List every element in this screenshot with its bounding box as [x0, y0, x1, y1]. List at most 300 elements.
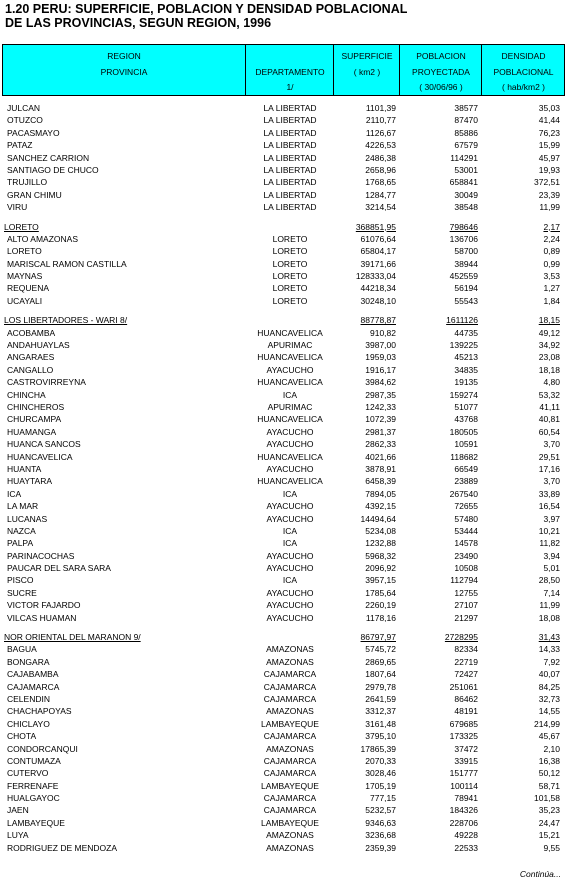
cell-departamento: AYACUCHO — [266, 501, 314, 512]
cell-poblacion: 10508 — [454, 563, 478, 574]
cell-superficie: 1768,65 — [365, 177, 396, 188]
cell-name: MARISCAL RAMON CASTILLA — [7, 258, 127, 269]
cell-name: ALTO AMAZONAS — [7, 233, 79, 244]
cell-poblacion: 56194 — [454, 283, 478, 294]
page-title — [5, 2, 565, 30]
cell-poblacion: 66549 — [454, 463, 478, 474]
cell-densidad: 0,89 — [543, 246, 560, 257]
header-superficie — [333, 45, 400, 95]
cell-departamento: LA LIBERTAD — [263, 202, 317, 213]
table-row — [2, 295, 565, 307]
cell-name: SANCHEZ CARRION — [7, 152, 90, 163]
cell-densidad: 19,93 — [538, 164, 560, 175]
cell-departamento: AYACUCHO — [266, 513, 314, 524]
cell-poblacion: 37472 — [454, 743, 478, 754]
cell-superficie: 3028,46 — [365, 768, 396, 779]
cell-name: ANGARAES — [7, 352, 55, 363]
table-row — [2, 574, 565, 586]
cell-name: ANDAHUAYLAS — [7, 340, 70, 351]
table-row — [2, 705, 565, 717]
table-row — [2, 282, 565, 294]
cell-superficie: 2359,39 — [365, 842, 396, 853]
cell-densidad: 18,15 — [538, 315, 560, 326]
cell-name: VICTOR FAJARDO — [7, 600, 81, 611]
cell-densidad: 16,38 — [538, 755, 560, 766]
table-row — [2, 693, 565, 705]
cell-departamento: ICA — [282, 389, 298, 400]
header-poblacion — [399, 45, 482, 95]
cell-superficie: 3795,10 — [365, 731, 396, 742]
table-row — [2, 176, 565, 188]
cell-poblacion: 72427 — [454, 669, 478, 680]
cell-superficie: 5234,08 — [365, 525, 396, 536]
cell-name: HUAMANGA — [7, 426, 57, 437]
cell-superficie: 7894,05 — [365, 488, 396, 499]
cell-departamento: AYACUCHO — [266, 600, 314, 611]
cell-name: LOS LIBERTADORES - WARI 8/ — [4, 315, 128, 326]
cell-superficie: 1959,03 — [365, 352, 396, 363]
cell-name: LUCANAS — [7, 513, 48, 524]
cell-name: HUALGAYOC — [7, 793, 60, 804]
cell-departamento: HUANCAVELICA — [257, 451, 323, 462]
cell-name: JULCAN — [7, 103, 41, 113]
table-body — [2, 102, 565, 854]
cell-departamento: CAJAMARCA — [263, 731, 317, 742]
cell-superficie: 3312,37 — [365, 706, 396, 717]
cell-departamento: LORETO — [272, 233, 308, 244]
cell-departamento: APURIMAC — [267, 340, 313, 351]
cell-poblacion: 658841 — [449, 177, 478, 188]
cell-densidad: 28,50 — [538, 575, 560, 586]
cell-superficie: 2987,35 — [365, 389, 396, 400]
cell-superficie: 2260,19 — [365, 600, 396, 611]
table-row — [2, 245, 565, 257]
table-row — [2, 114, 565, 126]
cell-name: ICA — [7, 488, 22, 499]
table-row — [2, 755, 565, 767]
cell-departamento: APURIMAC — [267, 401, 313, 412]
cell-departamento: LA LIBERTAD — [263, 115, 317, 126]
table-row — [2, 513, 565, 525]
cell-densidad: 1,84 — [543, 295, 560, 306]
cell-densidad: 40,81 — [538, 414, 560, 425]
cell-poblacion: 58700 — [454, 246, 478, 257]
cell-poblacion: 86462 — [454, 693, 478, 704]
cell-departamento: CAJAMARCA — [263, 693, 317, 704]
cell-poblacion: 34835 — [454, 364, 478, 375]
cell-superficie: 3957,15 — [365, 575, 396, 586]
cell-poblacion: 23889 — [454, 476, 478, 487]
cell-densidad: 3,94 — [543, 550, 560, 561]
table-row — [2, 351, 565, 363]
table-row — [2, 164, 565, 176]
cell-superficie: 3214,54 — [365, 202, 396, 213]
cell-poblacion: 267540 — [449, 488, 478, 499]
title-line-2: DE LAS PROVINCIAS, SEGUN REGION, 1996 — [5, 16, 272, 30]
cell-departamento: CAJAMARCA — [263, 793, 317, 804]
cell-densidad: 14,33 — [538, 644, 560, 655]
cell-superficie: 4021,66 — [365, 451, 396, 462]
cell-poblacion: 48191 — [454, 706, 478, 717]
cell-departamento: ICA — [282, 538, 298, 549]
cell-name: LA MAR — [7, 501, 39, 512]
cell-departamento: HUANCAVELICA — [257, 327, 323, 338]
cell-poblacion: 82334 — [454, 644, 478, 655]
cell-poblacion: 136706 — [449, 233, 478, 244]
table-row — [2, 127, 565, 139]
cell-densidad: 23,39 — [538, 189, 560, 200]
cell-superficie: 6458,39 — [365, 476, 396, 487]
cell-densidad: 58,71 — [538, 780, 560, 791]
cell-name: CANGALLO — [7, 364, 54, 375]
cell-name: BAGUA — [7, 644, 37, 655]
region-row — [2, 221, 565, 233]
cell-densidad: 84,25 — [538, 681, 560, 692]
cell-poblacion: 30049 — [454, 189, 478, 200]
table-row — [2, 327, 565, 339]
table-row — [2, 780, 565, 792]
cell-superficie: 2070,33 — [365, 755, 396, 766]
cell-departamento: AYACUCHO — [266, 463, 314, 474]
cell-name: CHINCHEROS — [7, 401, 65, 412]
cell-name: CUTERVO — [7, 768, 49, 779]
cell-superficie: 2869,65 — [365, 656, 396, 667]
cell-densidad: 24,47 — [538, 817, 560, 828]
header-poblacion-label: POBLACION — [416, 51, 466, 61]
cell-name: HUANCAVELICA — [7, 451, 73, 462]
cell-departamento: LAMBAYEQUE — [261, 718, 319, 729]
cell-densidad: 101,58 — [534, 793, 560, 804]
cell-densidad: 9,55 — [543, 842, 560, 853]
cell-poblacion: 22533 — [454, 842, 478, 853]
cell-poblacion: 38577 — [454, 103, 478, 113]
cell-superficie: 1807,64 — [365, 669, 396, 680]
table-row — [2, 364, 565, 376]
continues-note: Continúa... — [519, 869, 561, 879]
cell-poblacion: 173325 — [449, 731, 478, 742]
cell-poblacion: 10591 — [454, 439, 478, 450]
cell-name: FERRENAFE — [7, 780, 59, 791]
table-row — [2, 537, 565, 549]
cell-densidad: 33,89 — [538, 488, 560, 499]
cell-name: CONTUMAZA — [7, 755, 61, 766]
cell-departamento: AMAZONAS — [266, 830, 314, 841]
header-poblacion-date: ( 30/06/96 ) — [419, 82, 463, 92]
cell-name: REQUENA — [7, 283, 50, 294]
cell-poblacion: 251061 — [449, 681, 478, 692]
header-superficie-unit: ( km2 ) — [353, 67, 381, 77]
cell-superficie: 1916,17 — [365, 364, 396, 375]
cell-poblacion: 38944 — [454, 258, 478, 269]
cell-densidad: 372,51 — [534, 177, 560, 188]
cell-densidad: 15,21 — [538, 830, 560, 841]
table-row — [2, 233, 565, 245]
cell-name: HUANCA SANCOS — [7, 439, 81, 450]
cell-densidad: 18,18 — [538, 364, 560, 375]
cell-departamento: LA LIBERTAD — [263, 164, 317, 175]
cell-poblacion: 184326 — [449, 805, 478, 816]
table-row — [2, 376, 565, 388]
cell-superficie: 1705,19 — [365, 780, 396, 791]
cell-name: PISCO — [7, 575, 34, 586]
cell-departamento: AMAZONAS — [266, 656, 314, 667]
row-spacer — [2, 214, 565, 221]
cell-departamento: CAJAMARCA — [263, 669, 317, 680]
cell-name: CASTROVIRREYNA — [7, 377, 86, 388]
cell-superficie: 5968,32 — [365, 550, 396, 561]
cell-departamento: AMAZONAS — [266, 743, 314, 754]
cell-departamento: LORETO — [272, 271, 308, 282]
cell-superficie: 39171,66 — [360, 258, 396, 269]
header-departamento-note: 1/ — [286, 82, 294, 92]
cell-superficie: 2862,33 — [365, 439, 396, 450]
cell-poblacion: 118682 — [450, 451, 478, 462]
header-departamento — [245, 45, 334, 95]
cell-densidad: 31,43 — [538, 632, 560, 643]
cell-name: NOR ORIENTAL DEL MARANON 9/ — [4, 632, 141, 643]
cell-poblacion: 100114 — [450, 780, 478, 791]
cell-poblacion: 452559 — [449, 271, 478, 282]
cell-departamento: HUANCAVELICA — [257, 414, 323, 425]
cell-superficie: 1178,16 — [365, 612, 396, 623]
header-densidad-unit: ( hab/km2 ) — [502, 82, 545, 92]
cell-superficie: 17865,39 — [360, 743, 396, 754]
table-row — [2, 339, 565, 351]
cell-superficie: 2110,77 — [365, 115, 396, 126]
table-row — [2, 842, 565, 854]
cell-superficie: 3987,00 — [365, 340, 396, 351]
table-row — [2, 389, 565, 401]
table-row — [2, 817, 565, 829]
cell-name: PAUCAR DEL SARA SARA — [7, 563, 111, 574]
cell-poblacion: 33915 — [454, 755, 478, 766]
cell-departamento: ICA — [282, 575, 298, 586]
header-densidad-label: DENSIDAD — [501, 51, 546, 61]
cell-densidad: 76,23 — [538, 127, 560, 138]
table-row — [2, 438, 565, 450]
cell-departamento: AMAZONAS — [266, 842, 314, 853]
cell-poblacion: 49228 — [454, 830, 478, 841]
cell-superficie: 3236,68 — [365, 830, 396, 841]
cell-superficie: 14494,64 — [360, 513, 396, 524]
cell-superficie: 368851,95 — [355, 221, 396, 232]
cell-poblacion: 85886 — [454, 127, 478, 138]
cell-densidad: 11,99 — [539, 202, 560, 213]
cell-departamento: LA LIBERTAD — [263, 152, 317, 163]
cell-poblacion: 45213 — [454, 352, 478, 363]
cell-name: BONGARA — [7, 656, 50, 667]
cell-densidad: 10,21 — [538, 525, 560, 536]
cell-departamento: AYACUCHO — [266, 587, 314, 598]
table-row — [2, 201, 565, 213]
cell-poblacion: 43768 — [454, 414, 478, 425]
cell-densidad: 16,54 — [538, 501, 560, 512]
cell-name: LAMBAYEQUE — [7, 817, 65, 828]
cell-poblacion: 72655 — [454, 501, 478, 512]
cell-densidad: 53,32 — [538, 389, 560, 400]
cell-poblacion: 51077 — [454, 401, 478, 412]
cell-densidad: 7,92 — [543, 656, 560, 667]
cell-superficie: 128333,04 — [355, 271, 396, 282]
cell-poblacion: 27107 — [454, 600, 478, 611]
cell-superficie: 4392,15 — [365, 501, 396, 512]
cell-densidad: 2,17 — [543, 221, 560, 232]
cell-densidad: 11,82 — [539, 538, 560, 549]
cell-name: SUCRE — [7, 587, 37, 598]
cell-departamento: AMAZONAS — [266, 644, 314, 655]
cell-poblacion: 679685 — [449, 718, 478, 729]
cell-densidad: 18,08 — [538, 612, 560, 623]
cell-departamento: CAJAMARCA — [263, 681, 317, 692]
cell-departamento: AYACUCHO — [266, 426, 314, 437]
cell-name: RODRIGUEZ DE MENDOZA — [7, 842, 118, 853]
cell-superficie: 3878,91 — [365, 463, 396, 474]
cell-name: UCAYALI — [7, 295, 43, 306]
cell-name: SANTIAGO DE CHUCO — [7, 164, 99, 175]
cell-name: TRUJILLO — [7, 177, 48, 188]
row-spacer — [2, 307, 565, 314]
cell-superficie: 5745,72 — [365, 644, 396, 655]
cell-densidad: 40,07 — [538, 669, 560, 680]
cell-name: CHACHAPOYAS — [7, 706, 72, 717]
header-departamento-label: DEPARTAMENTO — [255, 67, 325, 77]
cell-departamento: LORETO — [272, 258, 308, 269]
cell-densidad: 4,80 — [543, 377, 560, 388]
cell-densidad: 49,12 — [538, 327, 560, 338]
cell-poblacion: 23490 — [454, 550, 478, 561]
cell-poblacion: 19135 — [454, 377, 478, 388]
cell-departamento: LORETO — [272, 246, 308, 257]
cell-departamento: LA LIBERTAD — [263, 177, 317, 188]
cell-poblacion: 53444 — [454, 525, 478, 536]
cell-departamento: CAJAMARCA — [263, 755, 317, 766]
table-row — [2, 189, 565, 201]
cell-departamento: LA LIBERTAD — [263, 127, 317, 138]
cell-departamento: LA LIBERTAD — [263, 189, 317, 200]
table-row — [2, 718, 565, 730]
cell-densidad: 2,24 — [543, 233, 560, 244]
cell-superficie: 1232,88 — [365, 538, 396, 549]
cell-superficie: 2658,96 — [365, 164, 396, 175]
cell-superficie: 3161,48 — [365, 718, 396, 729]
cell-name: CONDORCANQUI — [7, 743, 78, 754]
cell-departamento: ICA — [282, 488, 298, 499]
cell-densidad: 45,67 — [538, 731, 560, 742]
cell-densidad: 45,97 — [538, 152, 560, 163]
cell-name: ACOBAMBA — [7, 327, 56, 338]
cell-poblacion: 87470 — [454, 115, 478, 126]
region-row — [2, 631, 565, 643]
cell-poblacion: 21297 — [454, 612, 478, 623]
cell-name: LORETO — [4, 221, 39, 232]
table-row — [2, 643, 565, 655]
cell-densidad: 50,12 — [538, 768, 560, 779]
header-region — [3, 45, 245, 95]
cell-poblacion: 78941 — [454, 793, 478, 804]
cell-superficie: 2096,92 — [365, 563, 396, 574]
cell-poblacion: 159274 — [449, 389, 478, 400]
cell-poblacion: 114291 — [450, 152, 478, 163]
cell-name: VILCAS HUAMAN — [7, 612, 77, 623]
cell-poblacion: 14578 — [454, 538, 478, 549]
cell-superficie: 65804,17 — [360, 246, 396, 257]
cell-departamento: AYACUCHO — [266, 550, 314, 561]
cell-superficie: 1785,64 — [365, 587, 396, 598]
table-row — [2, 792, 565, 804]
cell-name: LUYA — [7, 830, 29, 841]
table-row — [2, 804, 565, 816]
cell-departamento: AYACUCHO — [266, 439, 314, 450]
cell-name: PACASMAYO — [7, 127, 60, 138]
table-row — [2, 562, 565, 574]
cell-departamento: LAMBAYEQUE — [261, 817, 319, 828]
cell-poblacion: 112794 — [450, 575, 478, 586]
cell-superficie: 5232,57 — [365, 805, 396, 816]
cell-departamento: LORETO — [272, 295, 308, 306]
cell-densidad: 3,53 — [543, 271, 560, 282]
cell-densidad: 0,99 — [543, 258, 560, 269]
table-row — [2, 767, 565, 779]
table-row — [2, 612, 565, 624]
cell-name: CAJABAMBA — [7, 669, 59, 680]
cell-departamento: HUANCAVELICA — [257, 476, 323, 487]
table-row — [2, 270, 565, 282]
cell-superficie: 1242,33 — [365, 401, 396, 412]
cell-poblacion: 57480 — [454, 513, 478, 524]
table-row — [2, 599, 565, 611]
table-row — [2, 730, 565, 742]
table-row — [2, 152, 565, 164]
cell-densidad: 3,70 — [543, 476, 560, 487]
row-spacer — [2, 624, 565, 631]
title-line-1: 1.20 PERU: SUPERFICIE, POBLACION Y DENSIDAD POBLACIONAL — [5, 2, 408, 16]
cell-densidad: 3,70 — [543, 439, 560, 450]
cell-departamento: LA LIBERTAD — [263, 140, 317, 151]
cell-poblacion: 228706 — [449, 817, 478, 828]
cell-name: NAZCA — [7, 525, 36, 536]
cell-poblacion: 139225 — [449, 340, 478, 351]
cell-poblacion: 44735 — [454, 327, 478, 338]
cell-densidad: 15,99 — [538, 140, 560, 151]
cell-departamento: LORETO — [272, 283, 308, 294]
cell-superficie: 3984,62 — [365, 377, 396, 388]
cell-name: CHICLAYO — [7, 718, 50, 729]
cell-departamento: CAJAMARCA — [263, 768, 317, 779]
cell-poblacion: 1611126 — [446, 315, 478, 326]
cell-poblacion: 53001 — [454, 164, 478, 175]
cell-departamento: HUANCAVELICA — [257, 352, 323, 363]
table-row — [2, 451, 565, 463]
header-densidad — [481, 45, 565, 95]
cell-superficie: 44218,34 — [360, 283, 396, 294]
cell-poblacion: 12755 — [454, 587, 478, 598]
cell-densidad: 41,44 — [538, 115, 560, 126]
table-row — [2, 401, 565, 413]
cell-densidad: 11,99 — [539, 600, 560, 611]
cell-departamento: AYACUCHO — [266, 364, 314, 375]
cell-superficie: 86797,97 — [360, 632, 396, 643]
cell-superficie: 2641,59 — [365, 693, 396, 704]
cell-densidad: 2,10 — [543, 743, 560, 754]
cell-superficie: 2486,38 — [365, 152, 396, 163]
cell-densidad: 17,16 — [538, 463, 560, 474]
cell-poblacion: 38548 — [454, 202, 478, 213]
cell-superficie: 777,15 — [370, 793, 396, 804]
table-row — [2, 463, 565, 475]
cell-densidad: 41,11 — [539, 401, 560, 412]
header-provincia-label: PROVINCIA — [100, 67, 148, 77]
cell-departamento: AYACUCHO — [266, 563, 314, 574]
